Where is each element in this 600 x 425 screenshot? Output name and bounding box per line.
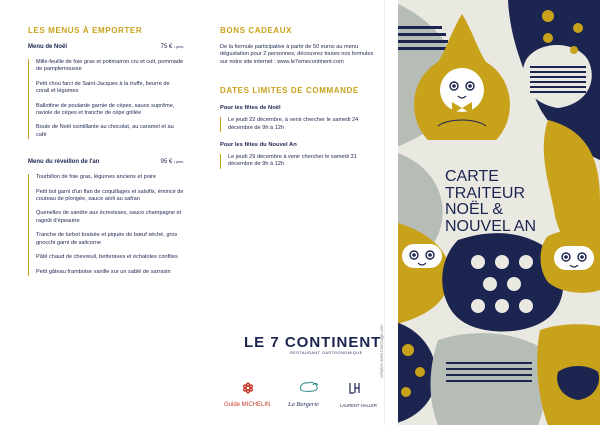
list-item: Mille-feuille de foie gras et potimarron cru et cuit, pommade de pamplemousse	[36, 59, 184, 73]
list-item: Pâté chaud de chevreuil, betteraves et échalotes confites	[36, 254, 178, 261]
info-column	[220, 26, 382, 169]
menu-noel	[28, 44, 184, 139]
list-item: Boule de Noël scintillante au chocolat, au caramel et au café	[36, 124, 174, 138]
fold-line	[384, 0, 385, 425]
list-item: Ballottine de poularde garnie de cèpes, sauce suprême, raviole de cèpes et tranche de cèpe grillée	[36, 102, 175, 117]
menu-reveillon-header	[28, 159, 184, 165]
menu-reveillon	[28, 159, 184, 276]
list-item: Tourbillon de foie gras, légumes anciens et poire	[36, 174, 157, 181]
deadline-nouvelan-text: Le jeudi 29 décembre à venir chercher le samedi 31 décembre de 9h à 12h	[220, 154, 382, 169]
menu-reveillon-price: 95 € / pers.	[160, 159, 184, 166]
cover-title	[445, 169, 595, 235]
cover-title-line: CARTE	[445, 168, 499, 185]
cover-title-line: NOËL &	[445, 201, 504, 218]
list-item: Quenelles de sandre aux écrevisses, sauce champagne et ragoût d'épeautre	[36, 210, 182, 224]
laurent-haller-monogram-icon	[348, 382, 360, 394]
partner-logos	[214, 382, 384, 408]
deadline-section-title: DATES LIMITES DE COMMANDE	[220, 86, 359, 96]
deadline-nouvelan-heading: Pour les fêtes du Nouvel An	[220, 142, 297, 149]
michelin-logo: Guide MICHELIN	[224, 402, 271, 408]
bergerie-logo: La Bergerie	[288, 401, 319, 408]
menu-noel-items	[28, 59, 184, 139]
brand-name: LE 7 CONTINENT	[244, 334, 382, 351]
michelin-star-icon	[242, 382, 254, 394]
cover-title-line: NOUVEL AN	[445, 217, 536, 235]
menu-reveillon-items	[28, 174, 184, 276]
list-item: Tranche de turbot braisée et piquée de bœuf séché, gros gnocchi garni de salicorne	[36, 232, 178, 246]
restaurant-logo	[244, 334, 384, 355]
list-item: Petit chou farci de Saint-Jacques à la truffe, beurre de corail et légumes	[36, 80, 170, 95]
menu-reveillon-name: Menu du réveillon de l'an	[28, 159, 100, 166]
cover-title-line: TRAITEUR	[445, 184, 525, 202]
gift-section-title: BONS CADEAUX	[220, 26, 293, 35]
bergerie-sheep-icon	[298, 380, 320, 394]
menu-noel-header	[28, 44, 184, 50]
ornament-gold-face-right	[541, 229, 600, 293]
price-unit: / pers.	[174, 160, 184, 165]
price-unit: / pers.	[174, 45, 184, 49]
brand-subtitle: RESTAURANT GASTRONOMIQUE	[290, 351, 363, 355]
menus-column	[28, 26, 184, 276]
deadline-noel-text: Le jeudi 22 décembre, à venir chercher le samedi 24 décembre de 9h à 12h	[220, 117, 382, 132]
list-item: Petit bol garni d'un flan de coquillages et salsifis, émincé de couteau de plongée, sauce aïoli au safran	[36, 188, 184, 203]
menus-section-title: LES MENUS À EMPORTER	[28, 26, 143, 35]
deadline-noel-heading: Pour les fêtes de Noël	[220, 105, 281, 112]
design-credit: création www.marcsage.com	[379, 324, 384, 378]
menu-noel-name: Menu de Noël	[28, 44, 68, 50]
list-item: Petit gâteau framboise vanille sur un sablé de sarrasin	[36, 268, 171, 275]
menu-noel-price: 75 € / pers.	[160, 44, 184, 50]
laurent-haller-logo: LAURENT HALLER	[340, 403, 377, 408]
gift-text: De la formule participative à partir de 50 euros au menu dégustation pour 2 personnes, découvrez toutes nos formules sur notre site internet : www.le7emecontinent.com	[220, 44, 374, 65]
